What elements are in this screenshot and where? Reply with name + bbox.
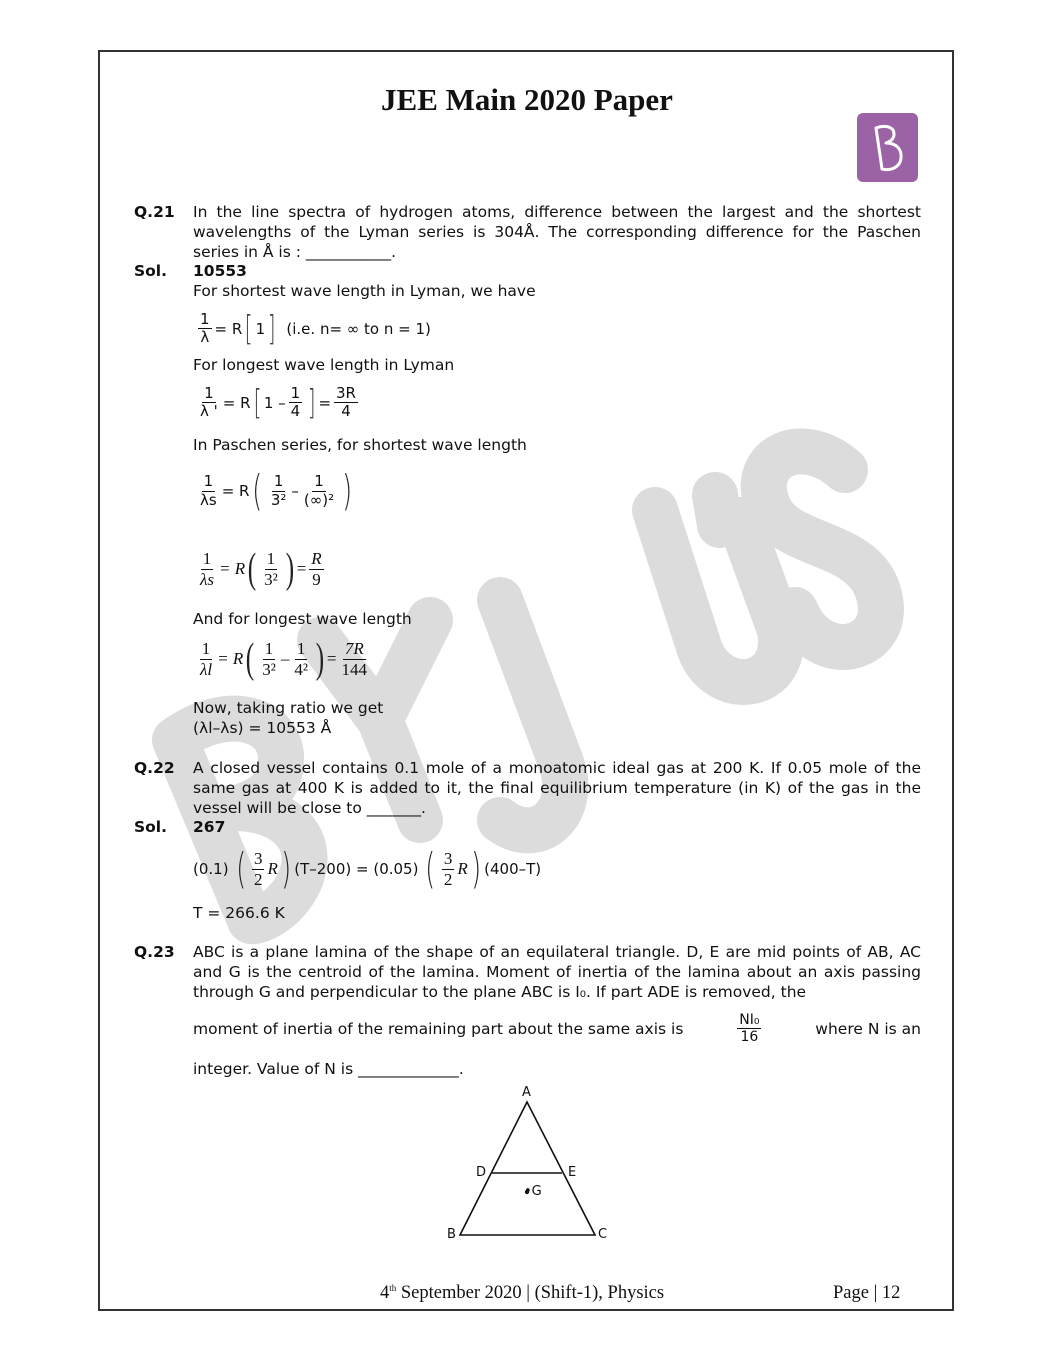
answer-21: 10553 <box>193 262 247 280</box>
equation-1: $\frac{1}{\lambda}$ = R [ 1 ] (i.e. n= ∞ to n = 1) <box>200 308 431 349</box>
label-d: D <box>476 1165 487 1180</box>
equation-2: $\frac{1}{\lambda '}$ = R [ 1 – $\frac{1}{4}$ ] = $\frac{3R}{4}$ <box>200 382 356 423</box>
question-text-23-end: integer. Value of N is _____________. <box>193 1060 464 1078</box>
question-label-22: Q.22 <box>134 759 175 777</box>
footer-date: 4th September 2020 | (Shift-1), Physics <box>380 1283 665 1304</box>
solution-result-21: (λl–λs) = 10553 Å <box>193 719 332 737</box>
question-label-21: Q.21 <box>134 203 175 221</box>
solution-step: For longest wave length in Lyman <box>193 356 455 374</box>
solution-result-22: T = 266.6 K <box>193 904 285 922</box>
question-text-23: ABC is a plane lamina of the shape of an equilateral triangle. D, E are mid points of AB, AC and G is the centroid of the lamina. Moment of inertia of the lamina about an axis passing through G and perpendicular to the plane ABC is I₀. If part ADE is removed, the <box>193 943 921 1001</box>
label-a: A <box>522 1085 531 1100</box>
question-text-23-cont: moment of inertia of the remaining part about the same axis is $\frac{\text{NI₀}}{16}$ where N is an <box>193 1012 921 1046</box>
solution-step: In Paschen series, for shortest wave length <box>193 436 527 454</box>
label-c: C <box>598 1227 608 1242</box>
label-e: E <box>568 1165 577 1180</box>
solution-step: For shortest wave length in Lyman, we have <box>193 282 536 300</box>
solution-step: And for longest wave length <box>193 610 412 628</box>
answer-22: 267 <box>193 818 226 836</box>
solution-label-21: Sol. <box>134 262 168 280</box>
equation-4: $\frac{1}{\lambda s}$ = R ( $\frac{1}{\text{3²}}$ ) = $\frac{R}{9}$ <box>200 546 322 592</box>
question-text-21: In the line spectra of hydrogen atoms, difference between the largest and the shortest wavelengths of the Lyman series is 304Å. The corresponding difference for the Paschen series in Å is : ___________. <box>193 203 921 261</box>
question-label-23: Q.23 <box>134 943 175 961</box>
label-b: B <box>447 1227 456 1242</box>
equation-3: $\frac{1}{\lambda s}$ = R ( $\frac{1}{\text{3²}}$ – $\frac{1}{\text{(∞)²}}$ ) <box>200 466 353 515</box>
byjus-logo <box>857 113 918 182</box>
page-title: JEE Main 2020 Paper <box>381 82 673 117</box>
solution-step: Now, taking ratio we get <box>193 699 384 717</box>
b-logo-icon <box>868 122 908 174</box>
label-g: •G <box>524 1184 542 1199</box>
equation-5: $\frac{1}{\lambda l}$ = R ( $\frac{1}{\text{3²}}$ – $\frac{1}{\text{4²}}$ ) = $\frac{7R}{144}$ <box>200 636 368 682</box>
triangle-diagram <box>440 1085 620 1249</box>
question-text-22: A closed vessel contains 0.1 mole of a monoatomic ideal gas at 200 K. If 0.05 mole of the same gas at 400 K is added to it, the final equilibrium temperature (in K) of the gas in the vessel will be close to _______. <box>193 759 921 817</box>
footer-page-number: Page | 12 <box>833 1283 901 1303</box>
equation-energy-balance: (0.1) ( $\frac{3}{2}$ R ) (T–200) = (0.05) ( $\frac{3}{2}$ R ) (400–T) <box>193 844 542 893</box>
equilateral-triangle-figure <box>440 1085 620 1245</box>
solution-label-22: Sol. <box>134 818 168 836</box>
